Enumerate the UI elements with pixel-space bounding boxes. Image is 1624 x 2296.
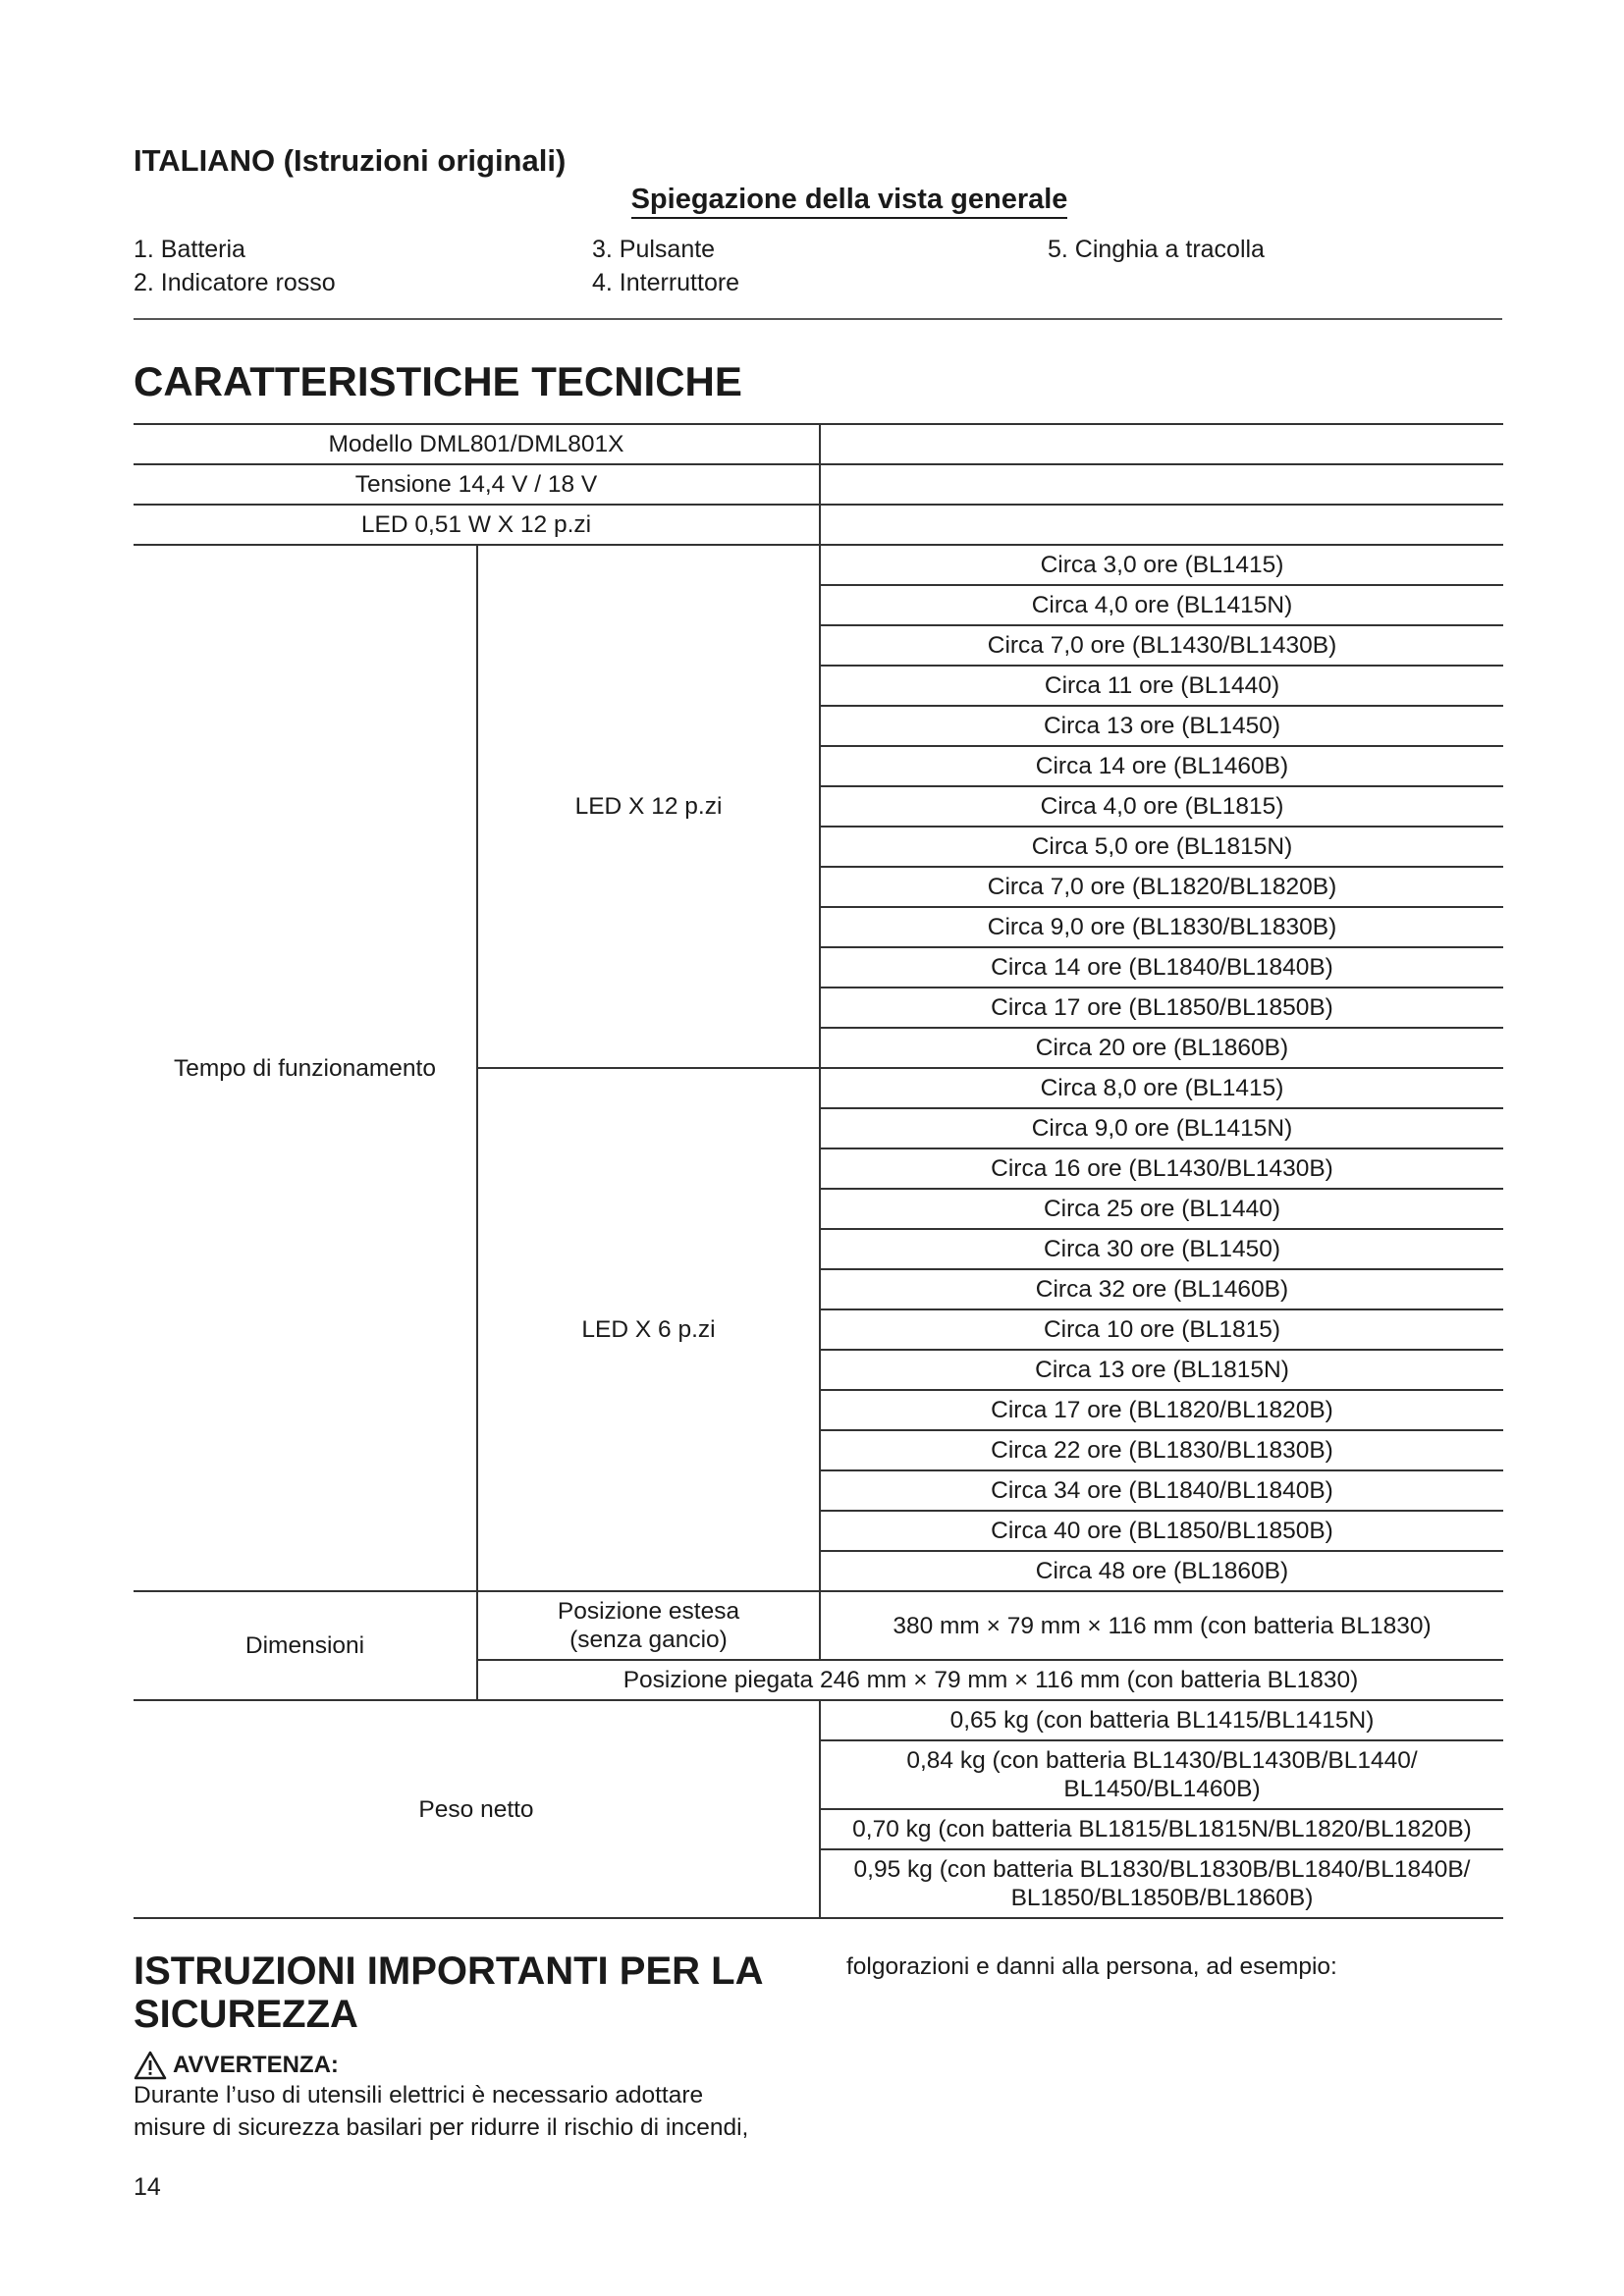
empty-cell <box>820 464 1503 505</box>
runtime-cell: Circa 17 ore (BL1820/BL1820B) <box>820 1390 1503 1430</box>
weight-line: 0,70 kg (con batteria BL1815/BL1815N/BL1820/BL1820B) <box>852 1816 1472 1842</box>
led6-label: LED X 6 p.zi <box>477 1068 820 1591</box>
extended-label-line: Posizione estesa <box>557 1598 740 1625</box>
weight-line: 0,95 kg (con batteria BL1830/BL1830B/BL1840/BL1840B/ <box>853 1856 1471 1883</box>
weight-line: BL1450/BL1460B) <box>1063 1776 1261 1802</box>
warning-paragraph: Durante l’uso di utensili elettrici è necessario adottare misure di sicurezza basilari per ridurre il rischio di incendi, <box>134 2082 749 2141</box>
legend-item: 2. Indicatore rosso <box>134 269 336 296</box>
runtime-cell: Circa 20 ore (BL1860B) <box>820 1028 1503 1068</box>
runtime-cell: Circa 30 ore (BL1450) <box>820 1229 1503 1269</box>
extended-label-line: (senza gancio) <box>569 1627 728 1653</box>
runtime-cell: Circa 22 ore (BL1830/BL1830B) <box>820 1430 1503 1470</box>
runtime-cell: Circa 16 ore (BL1430/BL1430B) <box>820 1148 1503 1189</box>
runtime-cell: Circa 4,0 ore (BL1415N) <box>820 585 1503 625</box>
warning-label: AVVERTENZA: <box>173 2052 339 2078</box>
runtime-cell: Circa 8,0 ore (BL1415) <box>820 1068 1503 1108</box>
legend-item: 4. Interruttore <box>592 269 740 296</box>
runtime-cell: Circa 14 ore (BL1460B) <box>820 746 1503 786</box>
extended-position-label <box>477 1591 820 1660</box>
net-weight-label: Peso netto <box>134 1700 820 1918</box>
voltage-cell: Tensione 14,4 V / 18 V <box>134 464 820 505</box>
runtime-cell: Circa 10 ore (BL1815) <box>820 1309 1503 1350</box>
operating-time-label: Tempo di funzionamento <box>134 545 477 1591</box>
weight-line: 0,65 kg (con batteria BL1415/BL1415N) <box>949 1707 1375 1734</box>
runtime-cell: Circa 32 ore (BL1460B) <box>820 1269 1503 1309</box>
runtime-cell: Circa 25 ore (BL1440) <box>820 1189 1503 1229</box>
legend-item: 1. Batteria <box>134 236 245 263</box>
runtime-cell: Circa 7,0 ore (BL1820/BL1820B) <box>820 867 1503 907</box>
runtime-cell: Circa 13 ore (BL1450) <box>820 706 1503 746</box>
led-cell: LED 0,51 W X 12 p.zi <box>134 505 820 545</box>
legend-item: 3. Pulsante <box>592 236 716 263</box>
led12-label: LED X 12 p.zi <box>477 545 820 1068</box>
specs-table <box>134 423 1503 1919</box>
empty-cell <box>820 424 1503 464</box>
page-number: 14 <box>134 2173 161 2201</box>
runtime-cell: Circa 5,0 ore (BL1815N) <box>820 827 1503 867</box>
runtime-cell: Circa 7,0 ore (BL1430/BL1430B) <box>820 625 1503 666</box>
runtime-cell: Circa 3,0 ore (BL1415) <box>820 545 1503 585</box>
runtime-cell: Circa 17 ore (BL1850/BL1850B) <box>820 988 1503 1028</box>
runtime-cell: Circa 34 ore (BL1840/BL1840B) <box>820 1470 1503 1511</box>
weight-cell <box>820 1700 1503 1740</box>
overview-subtitle: Spiegazione della vista generale <box>0 184 1624 216</box>
divider <box>134 318 1502 320</box>
extended-position-value: 380 mm × 79 mm × 116 mm (con batteria BL1830) <box>820 1591 1503 1660</box>
weight-cell <box>820 1849 1503 1918</box>
runtime-cell: Circa 40 ore (BL1850/BL1850B) <box>820 1511 1503 1551</box>
dimensions-label: Dimensioni <box>134 1591 477 1700</box>
empty-cell <box>820 505 1503 545</box>
runtime-cell: Circa 48 ore (BL1860B) <box>820 1551 1503 1591</box>
model-cell: Modello DML801/DML801X <box>134 424 820 464</box>
warning-triangle-icon <box>134 2051 167 2080</box>
runtime-cell: Circa 13 ore (BL1815N) <box>820 1350 1503 1390</box>
warning-heading <box>134 2051 339 2080</box>
runtime-cell: Circa 9,0 ore (BL1415N) <box>820 1108 1503 1148</box>
runtime-cell: Circa 11 ore (BL1440) <box>820 666 1503 706</box>
weight-cell <box>820 1809 1503 1849</box>
folded-position-cell: Posizione piegata 246 mm × 79 mm × 116 mm (con batteria BL1830) <box>477 1660 1503 1700</box>
weight-line: BL1850/BL1850B/BL1860B) <box>1010 1885 1314 1911</box>
runtime-cell: Circa 4,0 ore (BL1815) <box>820 786 1503 827</box>
weight-cell <box>820 1740 1503 1809</box>
runtime-cell: Circa 14 ore (BL1840/BL1840B) <box>820 947 1503 988</box>
weight-line: 0,84 kg (con batteria BL1430/BL1430B/BL1440/ <box>906 1747 1418 1774</box>
language-title: ITALIANO (Istruzioni originali) <box>134 143 567 178</box>
runtime-cell: Circa 9,0 ore (BL1830/BL1830B) <box>820 907 1503 947</box>
safety-title: ISTRUZIONI IMPORTANTI PER LA SICUREZZA <box>134 1949 764 2036</box>
continuation-text: folgorazioni e danni alla persona, ad esempio: <box>846 1953 1337 1980</box>
specs-title: CARATTERISTICHE TECNICHE <box>134 358 742 404</box>
legend-item: 5. Cinghia a tracolla <box>1048 236 1265 263</box>
